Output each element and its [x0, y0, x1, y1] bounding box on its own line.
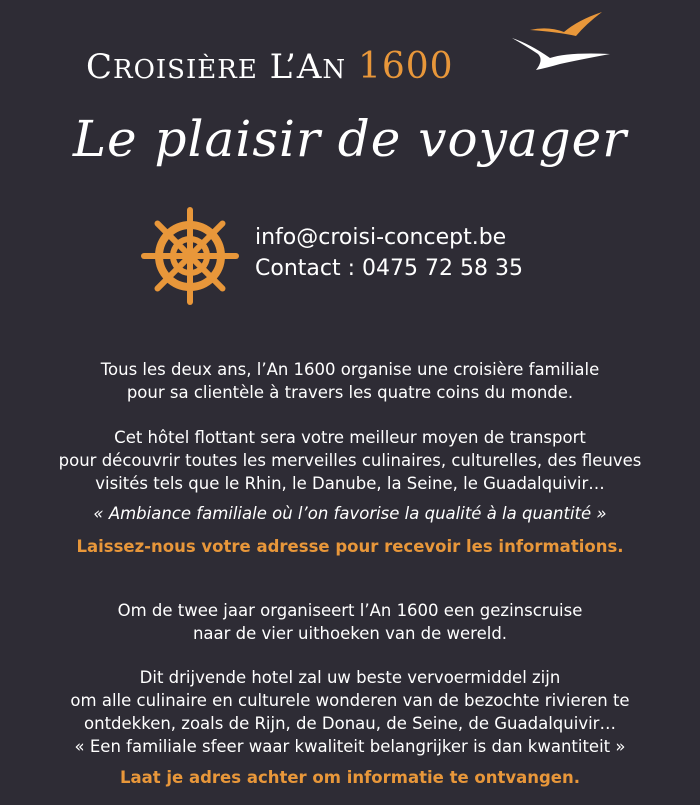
brand-initial-an: L’A [269, 47, 323, 87]
dutch-quote: « Een familiale sfeer waar kwaliteit belangrijker is dan kwantiteit » [74, 737, 626, 756]
text-line: Cet hôtel flottant sera votre meilleur moyen de transport [114, 428, 586, 447]
text-line: Om de twee jaar organiseert l’An 1600 een gezinscruise [117, 601, 583, 620]
text-line: pour sa clientèle à travers les quatre coins du monde. [126, 383, 574, 402]
brand-title [86, 46, 526, 87]
tagline: Le plaisir de voyager [72, 110, 628, 168]
dutch-paragraph-2 [0, 666, 700, 758]
phone-number: Contact : 0475 72 58 35 [255, 256, 523, 281]
email-link[interactable]: info@croisi-concept.be [255, 225, 507, 250]
text-line: Tous les deux ans, l’An 1600 organise une croisière familiale [100, 360, 600, 379]
french-cta: Laissez-nous votre adresse pour recevoir les informations. [76, 537, 624, 556]
dutch-paragraph-1 [0, 599, 700, 645]
contact-block [255, 222, 523, 284]
brand-word-croisiere: ROISIÈRE [113, 55, 258, 85]
text-line: Dit drijvende hotel zal uw beste vervoermiddel zijn [139, 668, 561, 687]
french-paragraph-1 [0, 358, 700, 404]
brand-year: 1600 [357, 46, 454, 87]
brand-initial-c: C [86, 47, 114, 87]
brand-word-an: N [322, 55, 347, 85]
text-line: om alle culinaire en culturele wonderen van de bezochte rivieren te [70, 691, 630, 710]
text-line: naar de vier uithoeken van de wereld. [192, 624, 508, 643]
seagulls-icon [506, 8, 616, 72]
french-paragraph-2 [0, 426, 700, 495]
french-quote: « Ambiance familiale où l’on favorise la qualité à la quantité » [93, 504, 607, 523]
text-line: pour découvrir toutes les merveilles culinaires, culturelles, des fleuves [58, 451, 642, 470]
text-line: visités tels que le Rhin, le Danube, la Seine, le Guadalquivir… [95, 474, 605, 493]
text-line: ontdekken, zoals de Rijn, de Donau, de Seine, de Guadalquivir… [84, 714, 616, 733]
ship-wheel-icon [140, 206, 240, 306]
dutch-cta: Laat je adres achter om informatie te ontvangen. [119, 768, 581, 787]
